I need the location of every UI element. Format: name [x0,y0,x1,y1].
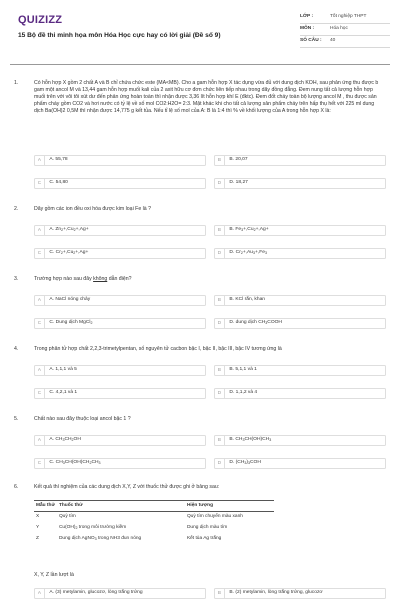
option-b[interactable] [214,155,386,166]
option-text: C. $Cr_2+,Cu_2+,Ag+$ [49,250,89,256]
option-letter: C [34,388,45,399]
question-number: 2. [14,206,19,212]
option-text: D. 1,1,2 và 4 [229,390,258,396]
option-a[interactable] [34,588,206,599]
option-text: A. (3) metylamin, glucozơ, lòng trắng trứng [49,590,143,596]
option-a[interactable] [34,295,206,306]
table-row [34,523,274,534]
meta-value: Hóa học [330,26,348,32]
table-cell: $Cu(OH)_2$ trong môi trường kiềm [58,524,127,530]
question-number: 3. [14,276,19,282]
option-d[interactable] [214,178,386,189]
table-header-row [34,501,274,512]
option-letter: D [214,248,225,259]
option-letter: A [34,225,45,236]
table-cell: Kết tủa Ag trắng [186,535,222,541]
table-cell: Dung dịch màu tím [186,524,228,530]
option-letter: C [34,458,45,469]
option-c[interactable] [34,318,206,329]
table-cell: Z [36,535,39,541]
meta-row-class [300,12,390,24]
option-text: B. 5,1,1 và 1 [229,367,257,373]
option-text: B. (2) metylamin, lòng trắng trứng, glucozơ [229,590,323,596]
option-b[interactable] [214,295,386,306]
question-2 [14,206,386,266]
table-header-cell: Thuốc thử [57,501,185,512]
table-cell: Y [36,524,40,530]
question-5 [14,416,386,476]
question-4 [14,346,386,406]
option-letter: A [34,295,45,306]
table-header-cell: Mẫu thử [34,501,57,512]
question-text: Dãy gồm các ion đều oxi hóa được kim loại Fe là ? [34,206,152,212]
option-text: C. Dung dịch MgCl$_2$ [49,320,93,326]
option-text: B. $Fe_3+,Cu_2+,Ag+$ [229,227,269,233]
option-d[interactable] [214,388,386,399]
option-text: C. 4,2,1 và 1 [49,390,78,396]
table-header-cell: Hiện tượng [185,501,274,512]
table-row [34,534,274,545]
option-letter: B [214,435,225,446]
meta-row-subject [300,24,390,36]
question-number: 4. [14,346,19,352]
worksheet-header [0,0,400,60]
option-text: D. 18,27 [229,180,248,186]
question-text: Trong phân tử hợp chất 2,2,3-trimetylpentan, số nguyên tử cacbon bậc I, bậc II, bậc III, bậc IV tương ứng là [34,346,282,352]
question-text: Chất nào sau đây thuộc loại ancol bậc 1 ? [34,416,131,422]
option-letter: A [34,435,45,446]
option-letter: B [214,295,225,306]
table-cell: X [36,514,40,520]
meta-label: MÔN : [300,26,315,32]
question-number: 6. [14,484,19,490]
option-text: B. 20,07 [229,157,248,163]
option-text: A. 55,78 [49,157,68,163]
option-text: A. NaCl nóng chảy [49,297,91,303]
meta-label: LỚP : [300,14,314,20]
option-text: D. dung dịch $CH_3COOH$ [229,320,282,326]
option-b[interactable] [214,365,386,376]
document-title: 15 Bộ đề thi minh họa môn Hóa Học cực hay có lời giải (Đề số 9) [18,32,221,39]
header-divider [10,64,390,65]
option-text: B. KCl rắn, khan [229,297,266,303]
question-followup: X, Y, Z lần lượt là [34,572,74,578]
option-a[interactable] [34,155,206,166]
option-text: A. $Zn_2+,Cu_2+,Ag+$ [49,227,89,233]
question-text: Trường hợp nào sau đây không dẫn điện? [34,276,132,282]
option-b[interactable] [214,435,386,446]
question-number: 1. [14,80,19,86]
option-d[interactable] [214,458,386,469]
option-text: D. $Cr_2+,Au_3+,Fe_3$ [229,250,267,256]
option-letter: B [214,155,225,166]
table-cell: Dung dịch AgNO$_3$ trong NH3 đun nóng [58,535,142,541]
option-letter: C [34,318,45,329]
option-c[interactable] [34,248,206,259]
option-text: B. $CH_3CH(OH)CH_3$ [229,437,272,443]
option-b[interactable] [214,588,386,599]
option-letter: D [214,388,225,399]
option-a[interactable] [34,365,206,376]
meta-label: SỐ CÂU : [300,38,322,44]
option-a[interactable] [34,435,206,446]
option-letter: B [214,588,225,599]
option-letter: B [214,365,225,376]
option-text: A. $CH_3CH_2OH$ [49,437,81,443]
option-a[interactable] [34,225,206,236]
option-c[interactable] [34,178,206,189]
option-letter: D [214,458,225,469]
option-letter: A [34,588,45,599]
question-number: 5. [14,416,19,422]
table-row [34,512,274,523]
option-letter: C [34,248,45,259]
option-c[interactable] [34,388,206,399]
result-table [34,500,274,545]
table-cell: Quỳ tím chuyển màu xanh [186,514,243,520]
option-d[interactable] [214,318,386,329]
option-letter: D [214,318,225,329]
question-3 [14,276,386,336]
option-b[interactable] [214,225,386,236]
option-d[interactable] [214,248,386,259]
table-cell: Quỳ tím [58,514,76,520]
option-text: D. $(CH_3)_3COH$ [229,460,261,466]
option-letter: A [34,155,45,166]
option-letter: B [214,225,225,236]
option-text: C. 54,80 [49,180,68,186]
option-text: C. $CH_3CH(OH)CH_2CH_3$ [49,460,101,466]
question-text: Có hỗn hợp X gồm 2 chất A và B chỉ chứa chức este (MA<MB). Cho a gam hỗn hợp X tác dụng vừa đủ với dung dịch KOH, sau phản ứng thu được b gam một ancol M và 13,44 gam hỗn hợp muối kali của 2 axit hữu cơ đơn chức liên tiếp nhau trong dãy đồng đẳng. Đem nung tất cả lượng hỗn hợp muối trên với vôi tôi xút dư đến phản ứng hoàn toàn thì nhận được 3,36 lít hỗn hợp khí E (đktc). Đem đốt cháy toàn bộ lượng ancol M , thu được sản phẩm cháy gồm CO2 và hơi nước có tỷ lệ về số mol CO2:H2O= 2:3. Mặt khác khi cho tất cả lượng sản phẩm cháy trên hấp thụ hết với 225 ml dung dịch Ba(OH)2 0,5M thì nhận được 14,775 g kết tủa. Nếu tỉ lệ số mol của A: B là 1:4 thì % về khối lượng của A trong hỗn hợp X là: [34,80,379,115]
option-text: A. 1,1,1 và 5 [49,367,77,373]
meta-value: 40 [330,38,336,44]
quizizz-logo: QUIZIZZ [18,14,63,26]
meta-info [300,12,390,48]
question-text: Kết quả thí nghiệm của các dung dịch X,Y, Z với thuốc thử được ghi ở bảng sau: [34,484,220,490]
option-letter: D [214,178,225,189]
option-letter: C [34,178,45,189]
option-c[interactable] [34,458,206,469]
option-letter: A [34,365,45,376]
question-1 [14,80,386,186]
question-6 [14,484,386,600]
meta-value: Tốt nghiệp THPT [330,14,367,20]
meta-row-count [300,36,390,48]
